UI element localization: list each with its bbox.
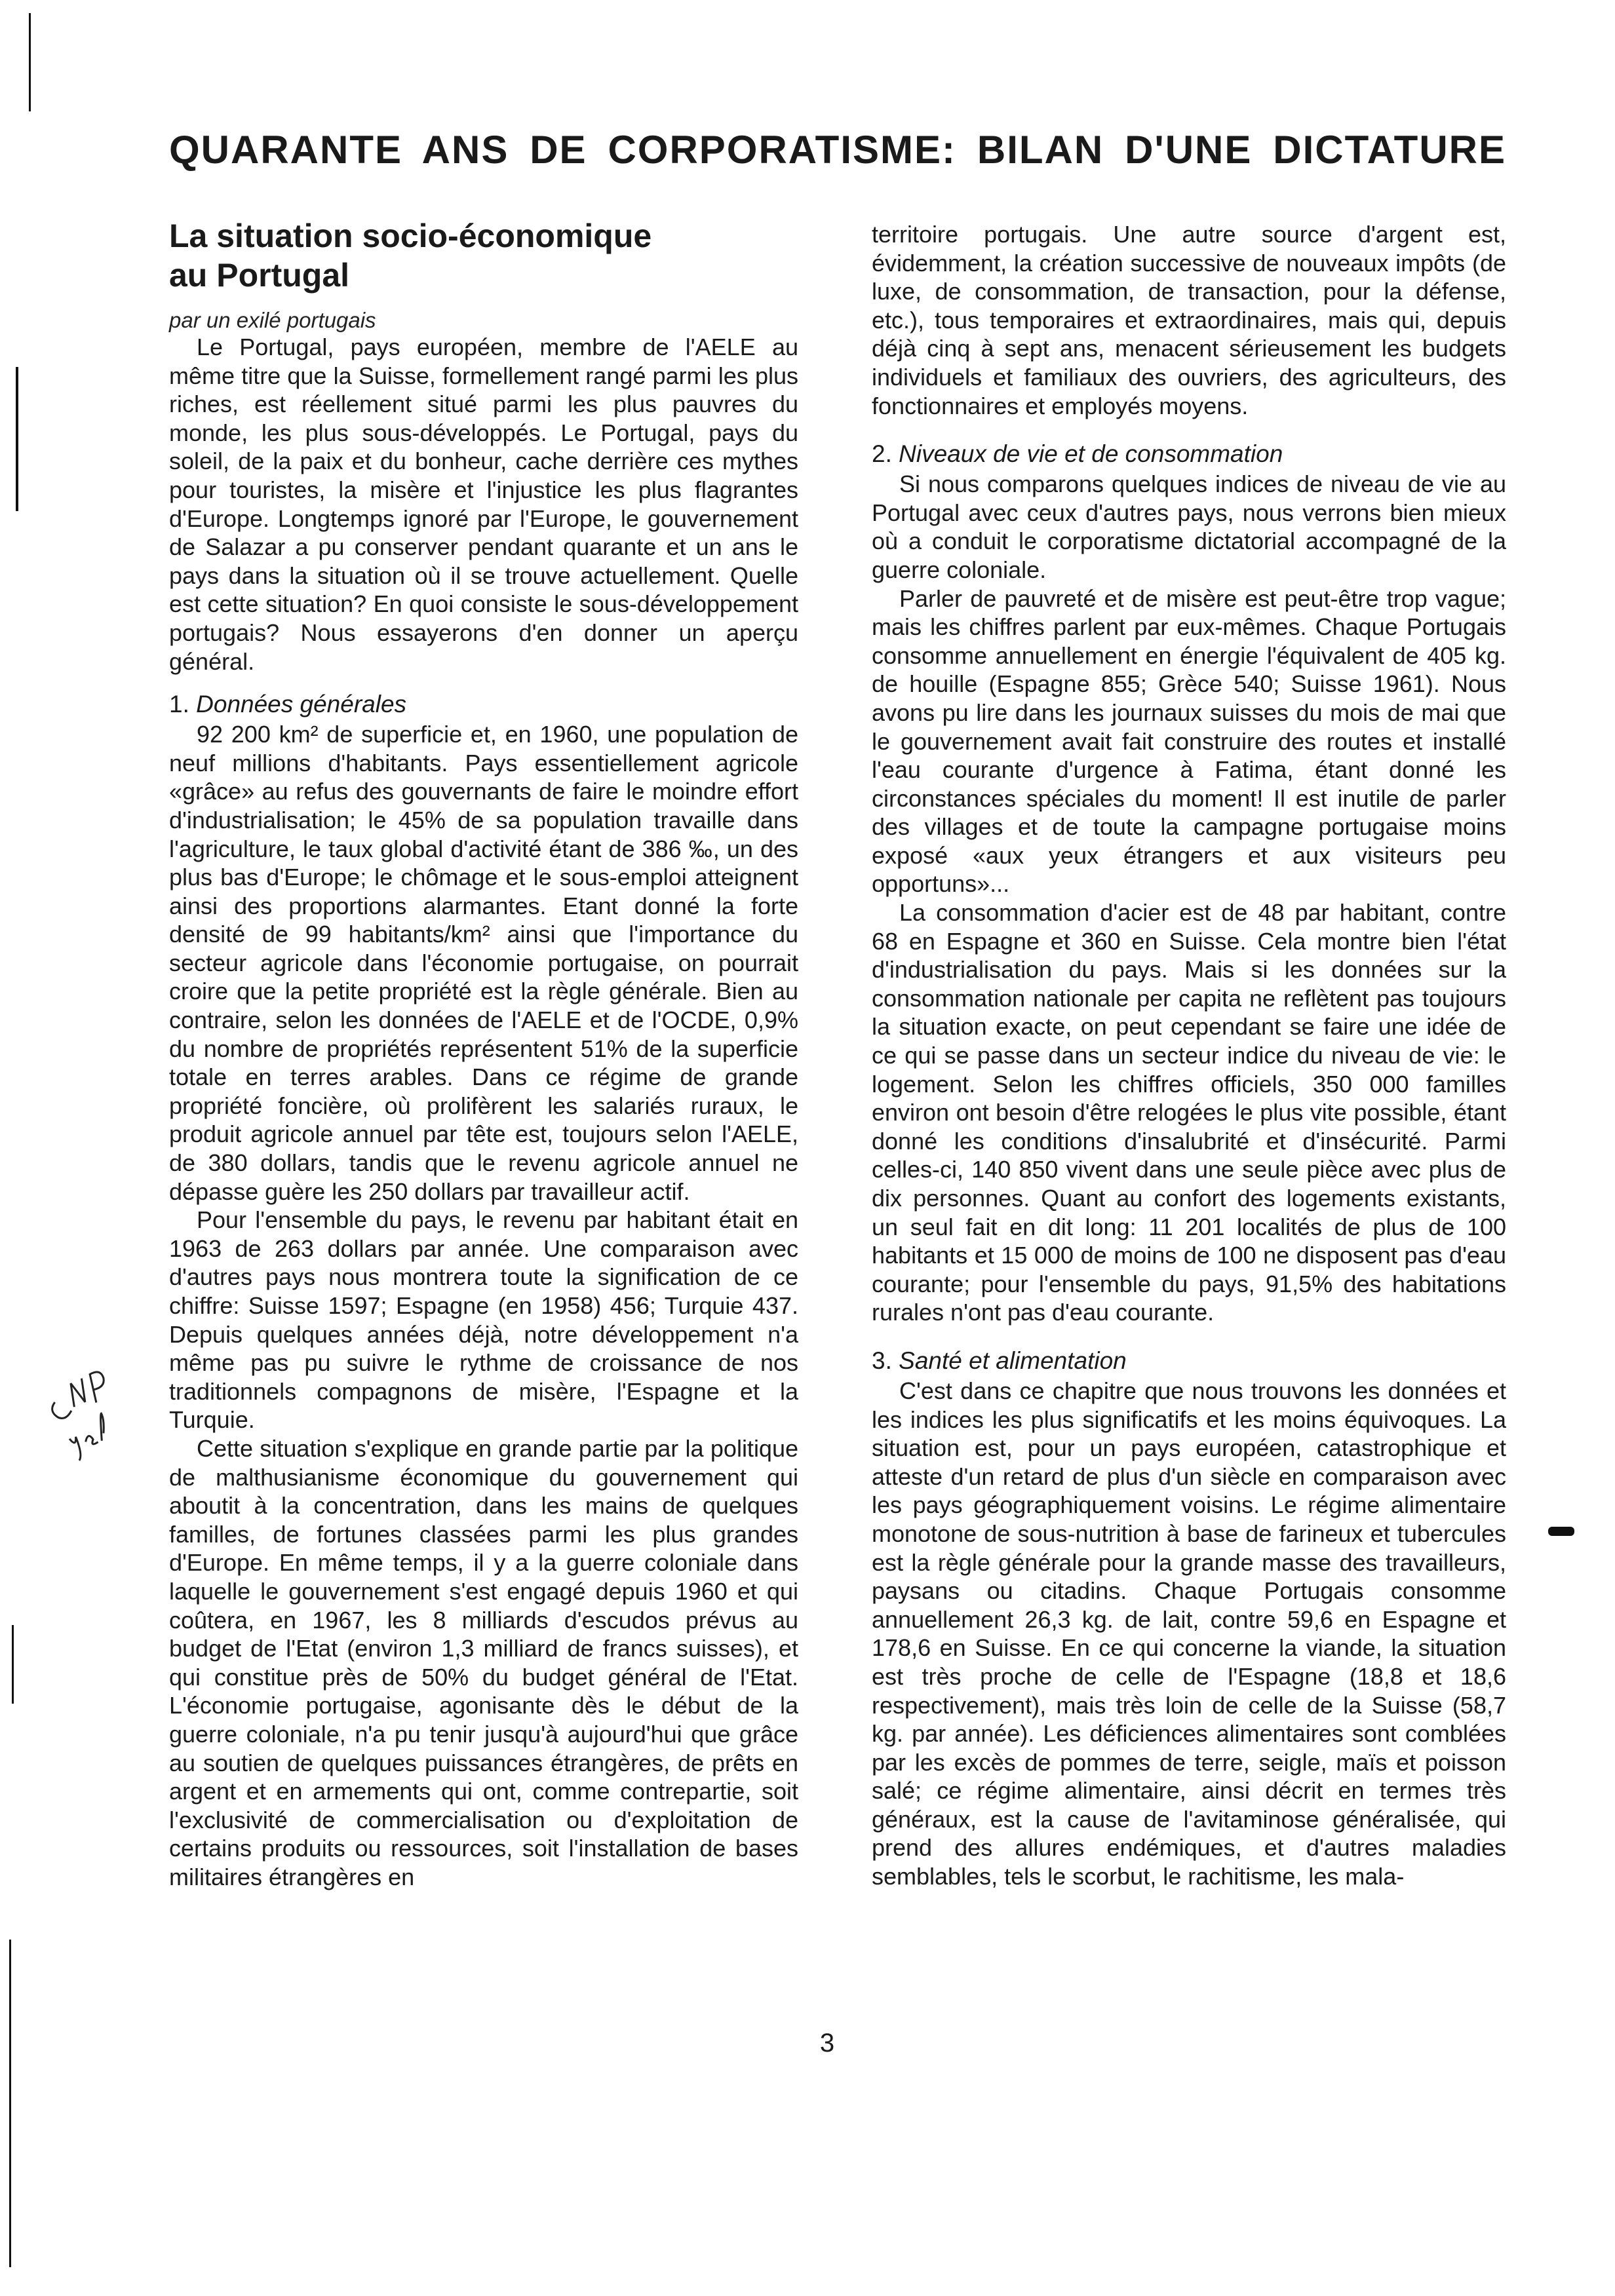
section-2-heading — [872, 440, 1506, 469]
section-1-paragraph-3: Cette situation s'explique en grande partie par la politique de malthusianisme économique du gouvernement qui aboutit à la concentration, dans les mains de quelques familles, de fortunes classées parmi les plus grandes d'Europe. En même temps, il y a la guerre coloniale dans laquelle le gouvernement s'est engagé depuis 1960 et qui coûtera, en 1967, les 8 milliards d'escudos prévus au budget de l'Etat (environ 1,3 milliard de francs suisses), et qui constitue près de 50% du budget général de l'Etat. L'économie portugaise, agonisante dès le début de la guerre coloniale, n'a pu tenir jusqu'à aujourd'hui que grâce au soutien de quelques puissances étrangères, de prêts en argent et en armements qui ont, comme contrepartie, soit l'exclusivité de commercialisation ou d'exploitation de certains produits ou ressources, soit l'installation de bases militaires étrangères en — [169, 1434, 798, 1890]
section-2-paragraph-2: Parler de pauvreté et de misère est peut-être trop vague; mais les chiffres parlent par eux-mêmes. Chaque Portugais consomme annuellement en énergie l'équivalent de 405 kg. de houille (Espagne 855; Grèce 540; Suisse 1961). Nous avons pu lire dans les journaux suisses du mois de mai que le gouvernement avait fait construire des routes et installé l'eau courante d'urgence à Fatima, étant donné les circonstances spéciales du moment! Il est inutile de parler des villages et de toute la campagne portugaise moins exposé «aux yeux étrangers et aux visiteurs peu opportuns»... — [872, 584, 1506, 898]
scan-mark-line — [12, 1625, 14, 1704]
continuation-paragraph: territoire portugais. Une autre source d'argent est, évidemment, la création successive de nouveaux impôts (de luxe, de consommation, de transaction, pour la défense, etc.), tous temporaires et extraordinaires, mais qui, depuis déjà cinq à sept ans, menacent sérieusement les budgets individuels et familiaux des ouvriers, des agriculteurs, des fonctionnaires et employés moyens. — [872, 221, 1506, 419]
scan-mark-line — [9, 1940, 11, 2267]
section-3-number: 3. — [872, 1347, 892, 1374]
scan-mark-line — [1548, 1527, 1574, 1536]
scan-mark-line — [16, 367, 18, 511]
section-3-heading — [872, 1347, 1506, 1375]
section-2-title: Niveaux de vie et de consommation — [899, 440, 1283, 468]
article-title-line1: La situation socio-économique — [169, 218, 652, 254]
article-title — [169, 216, 798, 295]
section-1-title: Données générales — [196, 691, 407, 718]
article-title-line2: au Portugal — [169, 257, 350, 294]
page-number: 3 — [819, 2029, 835, 2057]
section-2-paragraph-1: Si nous comparons quelques indices de niveau de vie au Portugal avec ceux d'autres pays, nous verrons bien mieux où a conduit le corporatisme dictatorial accompagné de la guerre coloniale. — [872, 470, 1506, 583]
section-3-paragraph-1: C'est dans ce chapitre que nous trouvons les données et les indices les plus significatifs et les moins équivoques. La situation est, pour un pays européen, catastrophique et atteste d'un retard de plus d'un siècle en comparaison avec les pays géographiquement voisins. Le régime alimentaire monotone de sous-nutrition à base de farineux et tubercules est la règle générale pour la grande masse des travailleurs, paysans ou citadins. Chaque Portugais consomme annuellement 26,3 kg. de lait, contre 59,6 en Espagne et 178,6 en Suisse. En ce qui concerne la viande, la situation est très proche de celle de l'Espagne (18,8 et 18,6 respectivement), mais très loin de celle de la Suisse (58,7 kg. par année). Les déficiences alimentaires sont comblées par les excès de pommes de terre, seigle, maïs et poisson salé; ce régime alimentaire, ainsi décrit en termes très généraux, est la cause de l'avitaminose généralisée, qui prend des allures endémiques, et d'autres maladies semblables, tels le scorbut, le rachitisme, les mala- — [872, 1377, 1506, 1890]
section-1-number: 1. — [169, 691, 189, 718]
page-header-title: QUARANTE ANS DE CORPORATISME: BILAN D'UNE DICTATURE — [169, 128, 1506, 172]
right-column — [872, 220, 1506, 1891]
section-1-heading — [169, 690, 798, 719]
left-column — [169, 216, 798, 1891]
section-1-paragraph-2: Pour l'ensemble du pays, le revenu par habitant était en 1963 de 263 dollars par année. Une comparaison avec d'autres pays nous montrera toute la signification de ce chiffre: Suisse 1597; Espagne (en 1958) 456; Turquie 437. Depuis quelques années déjà, notre développement n'a même pas pu suivre le rythme de croissance de nos traditionnels compagnons de misère, l'Espagne et la Turquie. — [169, 1206, 798, 1434]
handwritten-margin-note — [34, 1349, 162, 1469]
section-3-title: Santé et alimentation — [899, 1347, 1127, 1374]
section-2-paragraph-3: La consommation d'acier est de 48 par habitant, contre 68 en Espagne et 360 en Suisse. Cela montre bien l'état d'industrialisation du pays. Mais si les données sur la consommation nationale per capita ne reflètent pas toujours la situation exacte, on peut cependant se faire une idée de ce qui se passe dans un secteur indice du niveau de vie: le logement. Selon les chiffres officiels, 350 000 familles environ ont besoin d'être relogées le plus vite possible, étant donné les conditions d'insalubrité et d'insécurité. Parmi celles-ci, 140 850 vivent dans une seule pièce avec plus de dix personnes. Quant au confort des logements existants, un seul fait en dit long: 11 201 localités de plus de 100 habitants et 15 000 de moins de 100 ne disposent pas d'eau courante; pour l'ensemble du pays, 91,5% des habitations rurales n'ont pas d'eau courante. — [872, 899, 1506, 1326]
article-byline: par un exilé portugais — [169, 308, 376, 332]
scan-mark-line — [29, 13, 31, 111]
section-1-paragraph-1: 92 200 km² de superficie et, en 1960, une population de neuf millions d'habitants. Pays essentiellement agricole «grâce» au refus des gouvernants de faire le moindre effort d'industrialisation; le 45% de sa population travaille dans l'agriculture, le taux global d'activité étant de 386 ‰, un des plus bas d'Europe; le chômage et le sous-emploi atteignent ainsi des proportions alarmantes. Etant donné la forte densité de 99 habitants/km² ainsi que l'importance du secteur agricole dans l'économie portugaise, on pourrait croire que la petite propriété est la règle générale. Bien au contraire, selon les données de l'AELE et de l'OCDE, 0,9% du nombre de propriétés représentent 51% de la superficie totale en terres arables. Dans ce régime de grande propriété foncière, où prolifèrent les salariés ruraux, le produit agricole annuel par tête est, toujours selon l'AELE, de 380 dollars, tandis que le revenu agricole annuel ne dépasse guère les 250 dollars par travailleur actif. — [169, 721, 798, 1205]
intro-paragraph: Le Portugal, pays européen, membre de l'AELE au même titre que la Suisse, formellement rangé parmi les plus riches, est réellement situé parmi les plus pauvres du monde, les plus sous-développés. Le Portugal, pays du soleil, de la paix et du bonheur, cache derrière ces mythes pour touristes, la misère et l'injustice les plus flagrantes d'Europe. Longtemps ignoré par l'Europe, le gouvernement de Salazar a pu conserver pendant quarante et un ans le pays dans la situation où il se trouve actuellement. Quelle est cette situation? En quoi consiste le sous-développement portugais? Nous essayerons d'en donner un aperçu général. — [169, 334, 798, 675]
section-2-number: 2. — [872, 440, 892, 468]
